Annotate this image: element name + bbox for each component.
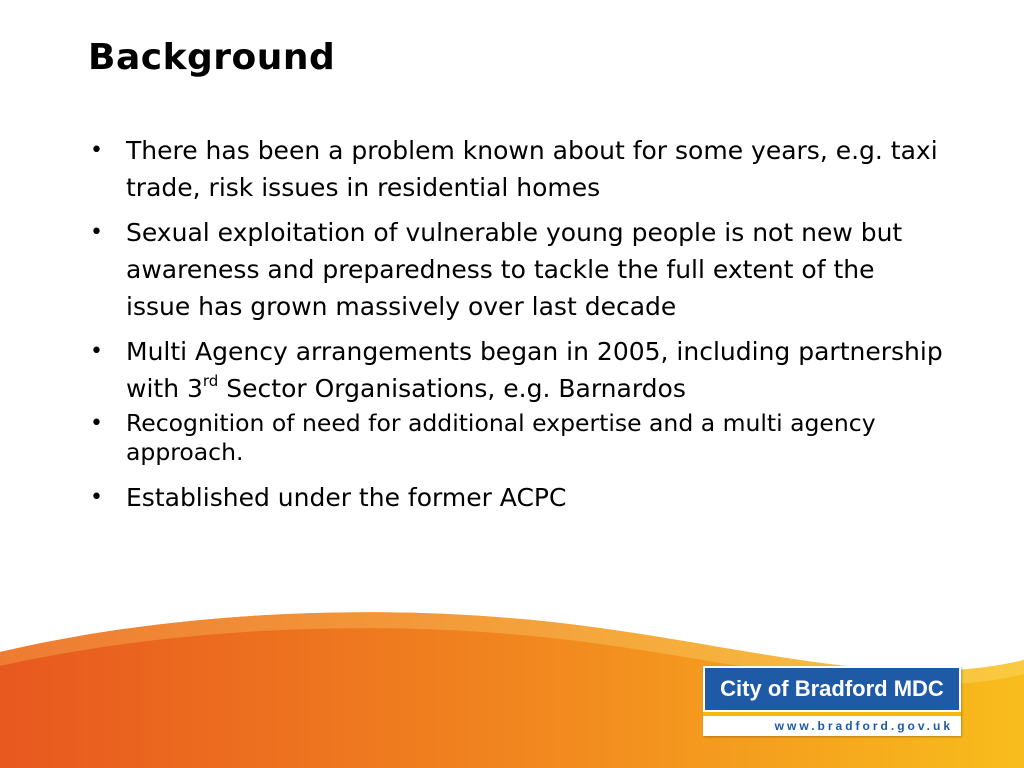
- ordinal-superscript: rd: [202, 371, 219, 390]
- slide-title: Background: [88, 37, 336, 78]
- bullet-item: [84, 214, 944, 325]
- bullet-icon: •: [90, 339, 103, 364]
- logo-url: www.bradford.gov.uk: [703, 716, 961, 736]
- bullet-text: Established under the former ACPC: [126, 483, 567, 512]
- bullet-text: Recognition of need for additional expertise and a multi agency approach.: [126, 409, 876, 466]
- city-of-bradford-logo: [703, 666, 961, 736]
- bullet-icon: •: [90, 138, 103, 163]
- bullet-item: [84, 132, 944, 206]
- bullet-text-end: Sector Organisations, e.g. Barnardos: [218, 374, 686, 403]
- bullet-text: Sexual exploitation of vulnerable young people is not new but awareness and preparedness to tackle the full extent of the issue has grown massively over last decade: [126, 218, 903, 321]
- bullet-icon: •: [90, 411, 103, 436]
- bullet-icon: •: [90, 220, 103, 245]
- bullet-item: [84, 409, 944, 467]
- bullet-text-start: Multi Agency arrangements began in 2005, including partnership with 3: [126, 337, 943, 403]
- bullet-icon: •: [90, 485, 103, 510]
- logo-name: City of Bradford MDC: [703, 666, 961, 712]
- bullet-item: [84, 479, 944, 516]
- bullet-text: There has been a problem known about for some years, e.g. taxi trade, risk issues in residential homes: [126, 136, 938, 202]
- bullet-list: [84, 132, 944, 524]
- bullet-item: [84, 333, 944, 407]
